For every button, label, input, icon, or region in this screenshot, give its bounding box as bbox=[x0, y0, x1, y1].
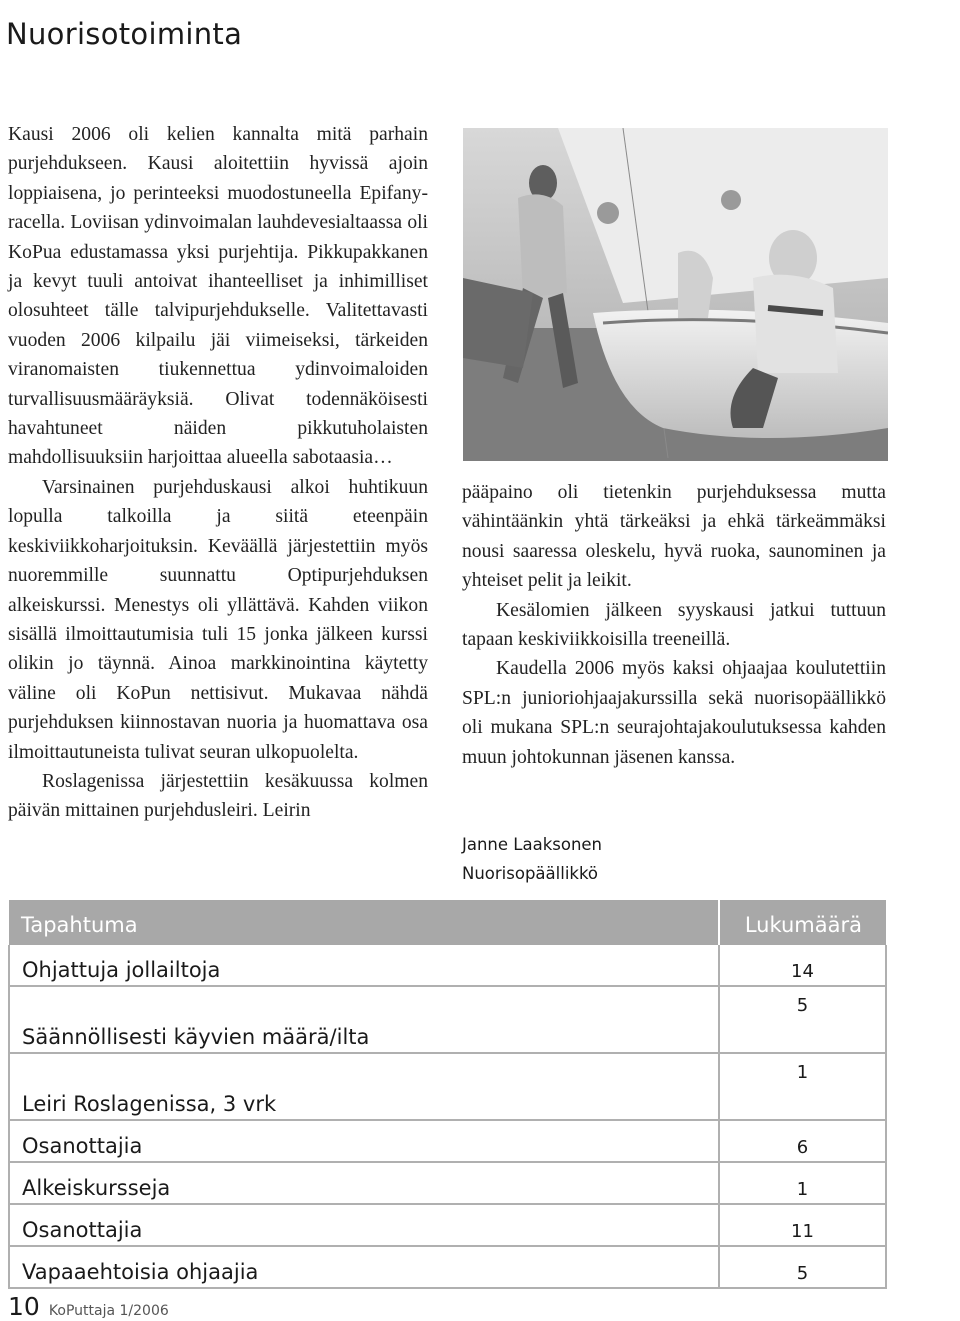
row-label: Osanottajia bbox=[9, 1120, 719, 1162]
article-paragraph: Kesälomien jälkeen syyskausi jatkui tuttuun tapaan keskiviikkoisilla treeneillä. bbox=[462, 599, 886, 651]
row-label: Leiri Roslagenissa, 3 vrk bbox=[9, 1053, 719, 1120]
row-value: 11 bbox=[719, 1204, 886, 1246]
article-paragraph: Varsinainen purjehduskausi alkoi huhtikuun lopulla talkoilla ja siitä eteenpäin keskiviikkoharjoituksin. Keväällä järjestettiin myös nuoremmille suunnattu Optipurjehduksen alkeiskurssi. Menestys oli yllättävä. Kahden viikon sisällä ilmoittautumisia tuli 15 jonka jälkeen kurssi olikin jo täynnä. Ainoa markkinointina käytetty väline oli KoPun nettisivut. Mukavaa nähdä purjehduksen kiinnostavan nuoria ja huomattava osa ilmoittautuneista tulivat seuran ulkopuolelta. bbox=[8, 476, 428, 763]
article-column-right bbox=[462, 478, 886, 772]
row-value: 1 bbox=[719, 1053, 886, 1120]
row-value: 14 bbox=[719, 945, 886, 986]
table-row bbox=[9, 1053, 886, 1120]
table-row bbox=[9, 1204, 886, 1246]
header-event: Tapahtuma bbox=[9, 900, 719, 945]
row-label: Vapaaehtoisia ohjaajia bbox=[9, 1246, 719, 1288]
author-role: Nuorisopäällikkö bbox=[462, 864, 599, 883]
row-label: Säännöllisesti käyvien määrä/ilta bbox=[9, 986, 719, 1053]
table-row bbox=[9, 1120, 886, 1162]
article-paragraph: Roslagenissa järjestettiin kesäkuussa kolmen päivän mittainen purjehdusleiri. Leirin bbox=[8, 770, 428, 822]
article-paragraph: Kausi 2006 oli kelien kannalta mitä parhain purjehdukseen. Kausi aloitettiin hyvissä ajoin loppiaisena, jo perinteeksi muodostuneella Epifany-racella. Loviisan ydinvoimalan lauhdevesialtaassa oli KoPua edustamassa yksi purjehtija. Pikkupakkanen ja kevyt tuuli antoivat ihanteelliset ja inhimilliset olosuhteet tälle talvipurjehdukselle. Valitettavasti vuoden 2006 kilpailu jäi viimeiseksi, tärkeiden viranomaisten tiukennettua ydinvoimaloiden turvallisuusmääräyksiä. Olivat todennäköisesti havahtuneet näiden pikkutuholaisten mahdollisuuksiin harjoittaa alueella sabotaasia… bbox=[8, 124, 428, 469]
row-value: 6 bbox=[719, 1120, 886, 1162]
stats-table bbox=[8, 900, 887, 1289]
row-value: 5 bbox=[719, 986, 886, 1053]
page-number: 10 bbox=[8, 1292, 40, 1321]
row-value: 1 bbox=[719, 1162, 886, 1204]
magazine-issue: KoPuttaja 1/2006 bbox=[48, 1303, 169, 1319]
row-label: Osanottajia bbox=[9, 1204, 719, 1246]
table-row bbox=[9, 945, 886, 986]
page-title: Nuorisotoiminta bbox=[6, 17, 243, 52]
header-count: Lukumäärä bbox=[719, 900, 886, 945]
row-label: Alkeiskursseja bbox=[9, 1162, 719, 1204]
table-row bbox=[9, 1246, 886, 1288]
row-value: 5 bbox=[719, 1246, 886, 1288]
table-row bbox=[9, 986, 886, 1053]
author-name: Janne Laaksonen bbox=[462, 835, 603, 854]
page-footer bbox=[8, 1292, 169, 1321]
article-paragraph: pääpaino oli tietenkin purjehduksessa mutta vähintäänkin yhtä tärkeäksi ja ehkä tärkeämmäksi nousi saaressa oleskelu, hyvä ruoka, saunominen ja yhteiset pelit ja leikit. bbox=[462, 482, 886, 592]
sailing-dinghy-photo bbox=[463, 128, 888, 461]
article-paragraph: Kaudella 2006 myös kaksi ohjaajaa koulutettiin SPL:n junioriohjaajakurssilla sekä nuorisopäällikkö oli mukana SPL:n seurajohtajakoulutuksessa kahden muun johtokunnan jäsenen kanssa. bbox=[462, 658, 886, 768]
table-header-row bbox=[9, 900, 886, 945]
article-column-left bbox=[8, 120, 428, 826]
row-label: Ohjattuja jollailtoja bbox=[9, 945, 719, 986]
author-signature bbox=[462, 830, 602, 888]
table-row bbox=[9, 1162, 886, 1204]
